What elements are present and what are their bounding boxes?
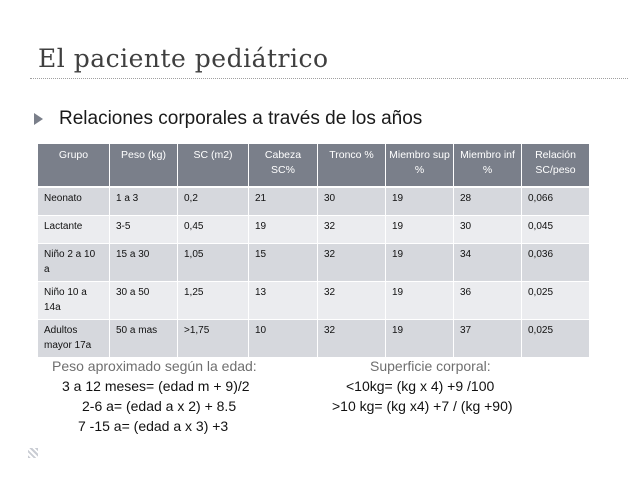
cell-relacion: 0,045 (522, 216, 590, 244)
cell-tronco: 30 (318, 188, 386, 216)
title-divider (30, 78, 628, 79)
cell-cabeza: 21 (249, 188, 318, 216)
cell-peso: 50 a mas (110, 320, 178, 358)
cell-sc: 0,45 (178, 216, 249, 244)
cell-sc: 1,05 (178, 244, 249, 282)
peso-line: 7 -15 a= (edad a x 3) +3 (78, 418, 229, 434)
cell-sc: >1,75 (178, 320, 249, 358)
superficie-heading: Superficie corporal: (370, 358, 491, 374)
cell-tronco: 32 (318, 282, 386, 320)
cell-miembro-inf: 34 (454, 244, 522, 282)
cell-grupo: Adultos mayor 17a (38, 320, 110, 358)
cell-miembro-inf: 37 (454, 320, 522, 358)
cell-miembro-inf: 30 (454, 216, 522, 244)
table-row (38, 320, 590, 358)
cell-grupo: Niño 10 a 14a (38, 282, 110, 320)
cell-miembro-inf: 36 (454, 282, 522, 320)
cell-peso: 1 a 3 (110, 188, 178, 216)
cell-cabeza: 19 (249, 216, 318, 244)
cell-miembro-sup: 19 (386, 320, 454, 358)
cell-tronco: 32 (318, 320, 386, 358)
peso-heading: Peso aproximado según la edad: (52, 358, 257, 374)
cell-tronco: 32 (318, 216, 386, 244)
cell-miembro-sup: 19 (386, 216, 454, 244)
table-row (38, 244, 590, 282)
header-sc: SC (m2) (178, 144, 249, 188)
peso-line: 2-6 a= (edad a x 2) + 8.5 (82, 398, 237, 414)
cell-cabeza: 10 (249, 320, 318, 358)
cell-relacion: 0,025 (522, 320, 590, 358)
triangle-bullet-icon (34, 113, 43, 125)
table-row (38, 282, 590, 320)
cell-miembro-sup: 19 (386, 188, 454, 216)
slide-title: El paciente pediátrico (38, 44, 329, 73)
header-peso: Peso (kg) (110, 144, 178, 188)
bullet-point (34, 108, 422, 130)
superficie-line: >10 kg= (kg x4) +7 / (kg +90) (332, 398, 513, 414)
cell-grupo: Lactante (38, 216, 110, 244)
cell-grupo: Neonato (38, 188, 110, 216)
cell-peso: 15 a 30 (110, 244, 178, 282)
cell-peso: 30 a 50 (110, 282, 178, 320)
cell-grupo: Niño 2 a 10 a (38, 244, 110, 282)
cell-miembro-sup: 19 (386, 244, 454, 282)
cell-sc: 0,2 (178, 188, 249, 216)
cell-relacion: 0,036 (522, 244, 590, 282)
peso-formulas (52, 356, 257, 436)
cell-cabeza: 13 (249, 282, 318, 320)
header-miembro-sup: Miembro sup % (386, 144, 454, 188)
superficie-line: <10kg= (kg x 4) +9 /100 (346, 378, 495, 394)
header-miembro-inf: Miembro inf % (454, 144, 522, 188)
table-row (38, 216, 590, 244)
cell-cabeza: 15 (249, 244, 318, 282)
slide-corner-decoration (28, 448, 38, 458)
cell-relacion: 0,025 (522, 282, 590, 320)
cell-tronco: 32 (318, 244, 386, 282)
superficie-formulas (332, 356, 513, 416)
cell-miembro-sup: 19 (386, 282, 454, 320)
cell-sc: 1,25 (178, 282, 249, 320)
header-grupo: Grupo (38, 144, 110, 188)
body-proportions-table (38, 144, 590, 358)
cell-relacion: 0,066 (522, 188, 590, 216)
header-cabeza: Cabeza SC% (249, 144, 318, 188)
table-header-row (38, 144, 590, 188)
bullet-text: Relaciones corporales a través de los años (59, 108, 423, 129)
table-row (38, 188, 590, 216)
header-relacion: Relación SC/peso (522, 144, 590, 188)
cell-peso: 3-5 (110, 216, 178, 244)
header-tronco: Tronco % (318, 144, 386, 188)
cell-miembro-inf: 28 (454, 188, 522, 216)
peso-line: 3 a 12 meses= (edad m + 9)/2 (62, 378, 250, 394)
